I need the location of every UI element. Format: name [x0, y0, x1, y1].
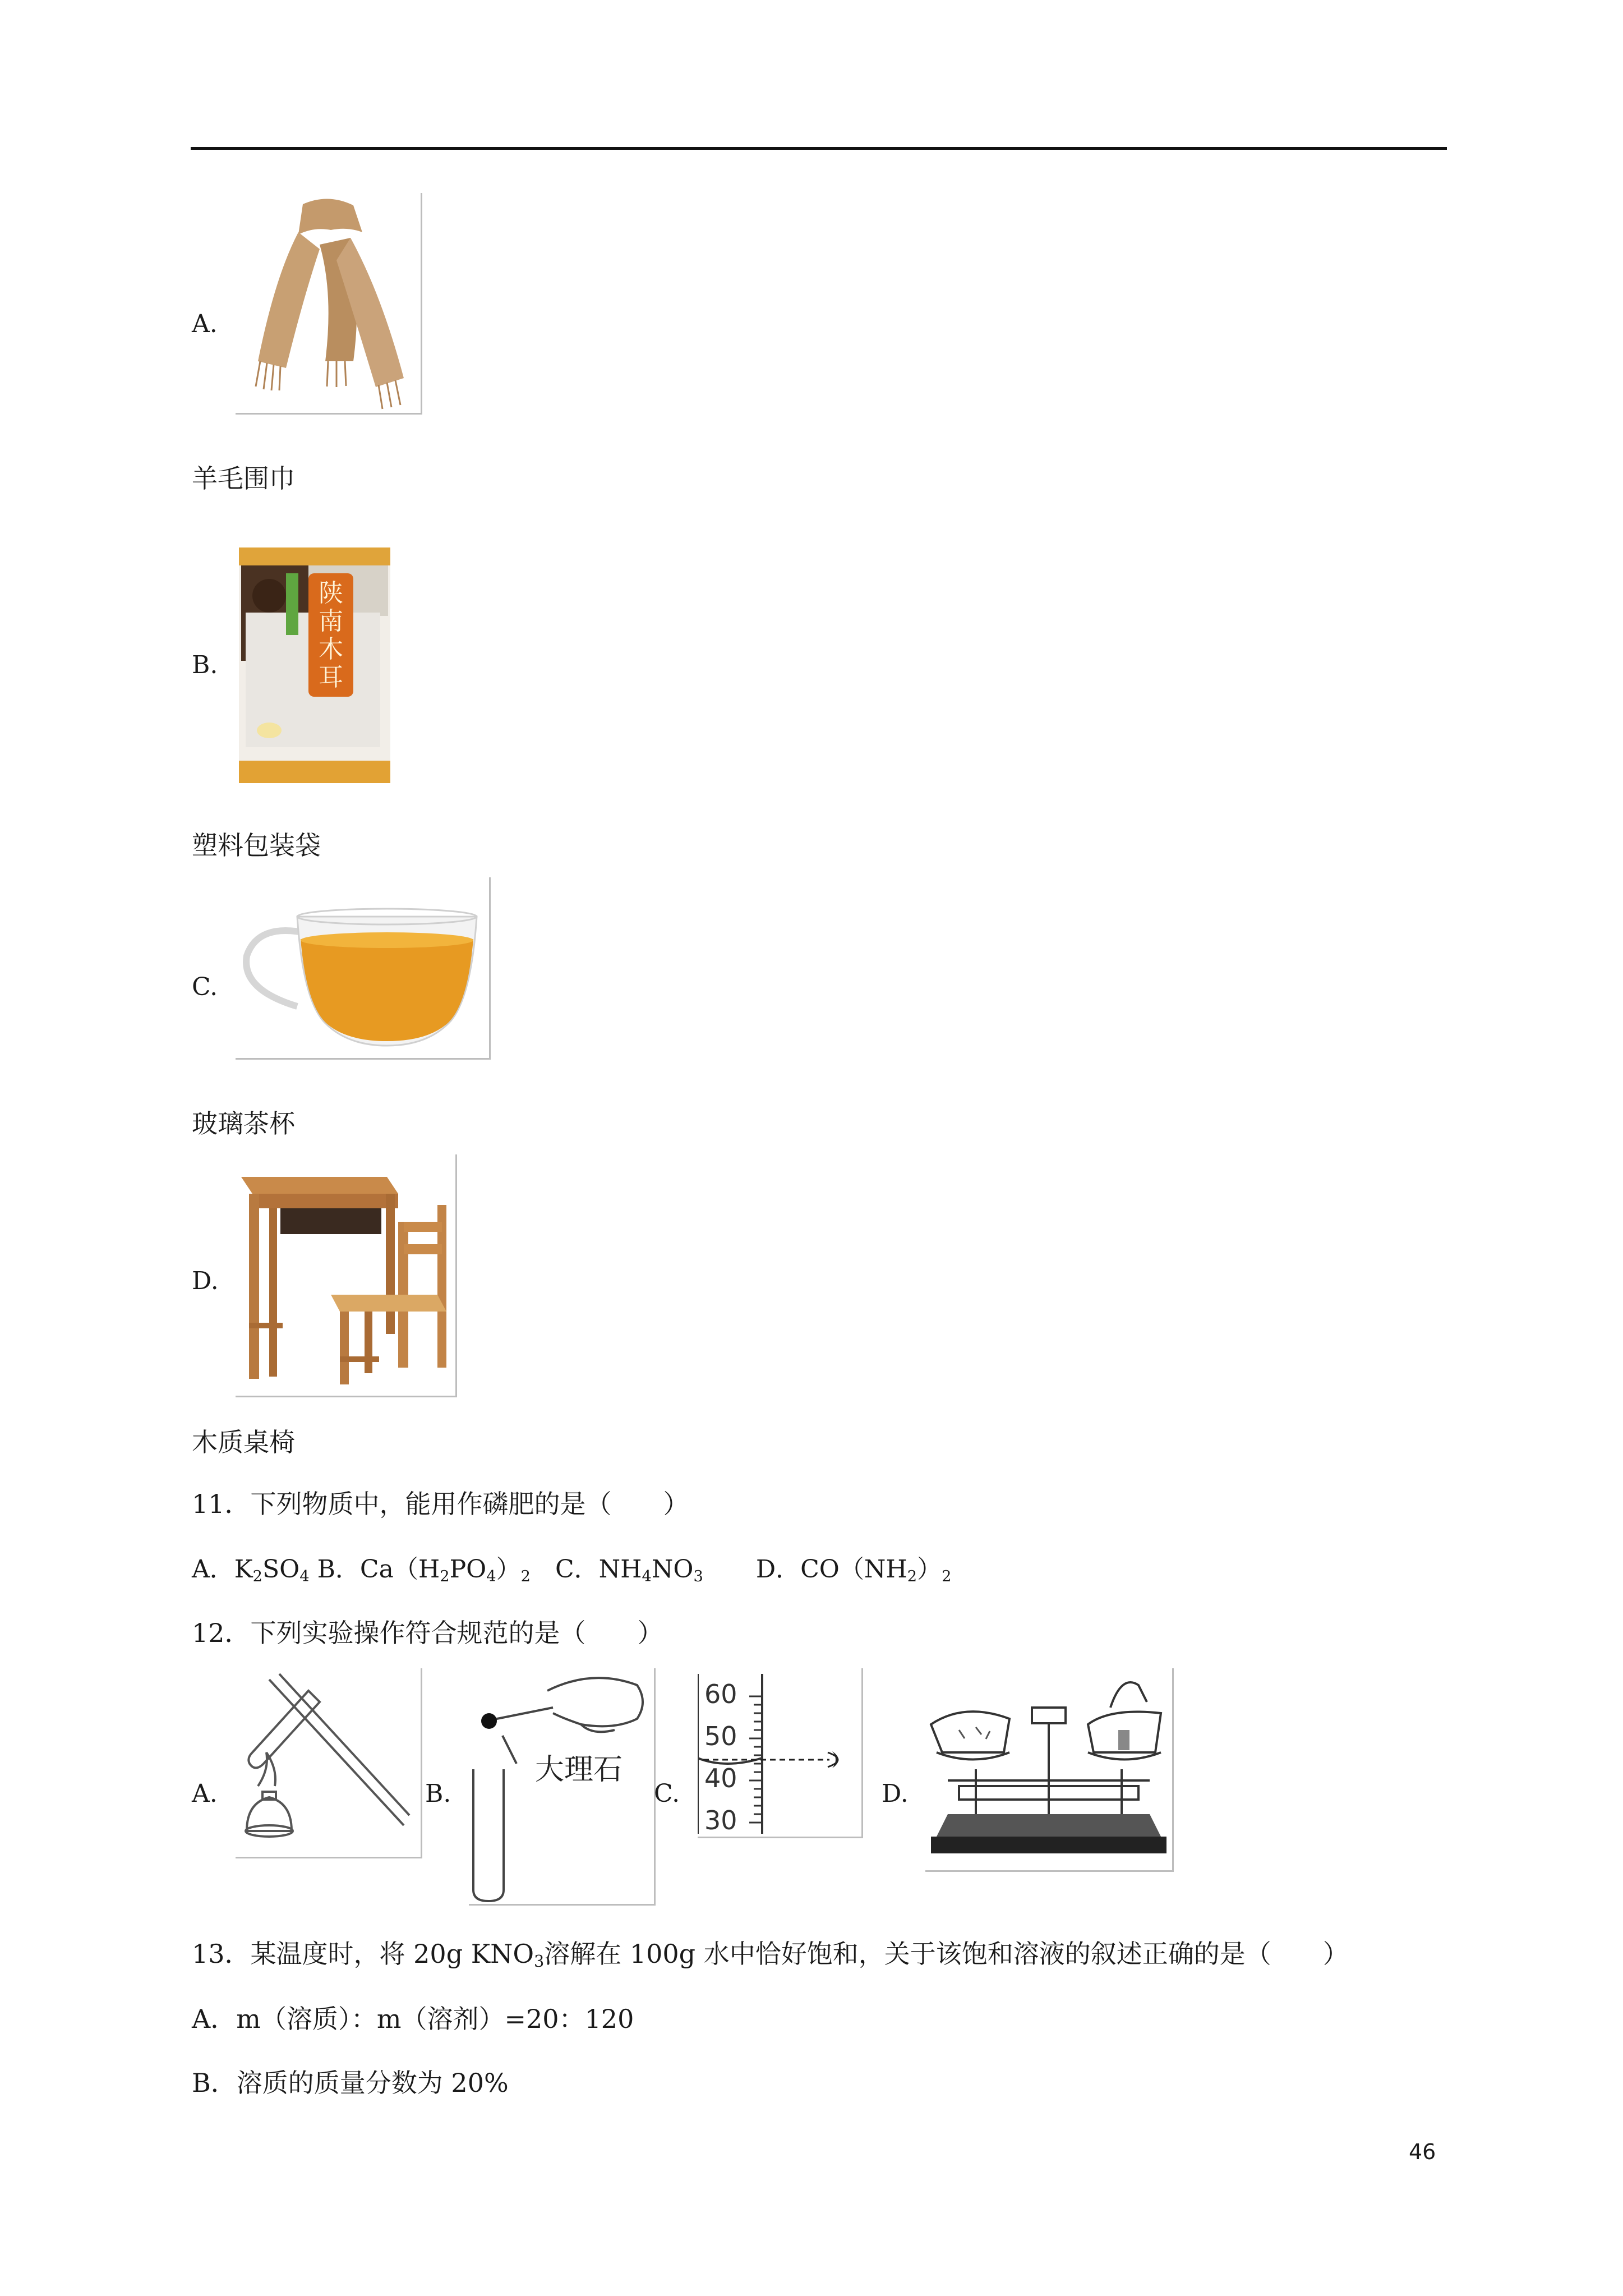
- question-13-option-b: B．溶质的质量分数为 20%: [192, 2068, 509, 2098]
- question-13-stem: 13．某温度时，将 20g $KNO_3$溶解在 100g 水中恰好饱和，关于该饱和溶液的叙述正确的是（ ）: [192, 1939, 1349, 1971]
- svg-text:耳: 耳: [319, 663, 343, 692]
- question-12-stem: 12．下列实验操作符合规范的是（ ）: [192, 1618, 663, 1648]
- tick-label: 60: [704, 1679, 737, 1709]
- option-b-caption: 塑料包装袋: [192, 830, 321, 861]
- q12-option-b-letter: B.: [425, 1779, 451, 1808]
- option-a-letter: A.: [192, 310, 218, 338]
- question-13-option-a: A．m（溶质）：m（溶剂）=20：120: [192, 2004, 634, 2034]
- option-d-caption: 木质桌椅: [192, 1427, 295, 1457]
- tick-label: 40: [704, 1763, 737, 1793]
- q11-option-d: D．$CO(NH_2)_2$: [755, 1555, 952, 1585]
- option-a-caption: 羊毛围巾: [192, 463, 295, 494]
- marble-into-test-tube-diagram: [469, 1668, 656, 1906]
- q11-option-a: A．$K_2SO_4$: [192, 1555, 310, 1585]
- q12-option-a-letter: A.: [192, 1779, 218, 1808]
- question-11-stem: 11．下列物质中，能用作磷肥的是（ ）: [192, 1489, 689, 1519]
- test-tube-heating-diagram: [236, 1668, 422, 1858]
- bag-text: 陕: [319, 579, 343, 608]
- tick-label: 30: [704, 1805, 737, 1835]
- question-11-options: [192, 1557, 951, 1584]
- tick-label: 50: [704, 1721, 737, 1751]
- svg-text:木: 木: [319, 635, 343, 664]
- q12-option-d-letter: D.: [882, 1779, 909, 1808]
- q11-option-c: C．$NH_4NO_3$: [555, 1555, 703, 1585]
- wooden-desk-chair-photo: [236, 1154, 457, 1397]
- option-c-letter: C.: [192, 973, 218, 1001]
- graduated-cylinder-reading-diagram: [698, 1668, 863, 1838]
- plastic-bag-photo: [236, 545, 394, 786]
- label-marble: 大理石: [535, 1753, 623, 1787]
- option-d-letter: D.: [192, 1267, 219, 1295]
- header-rule: [191, 147, 1447, 150]
- q11-option-b: B．$Ca(H_2PO_4)_2$: [317, 1555, 531, 1585]
- q12-option-c-letter: C.: [654, 1779, 680, 1808]
- option-c-caption: 玻璃茶杯: [192, 1108, 295, 1139]
- balance-weighing-diagram: [925, 1668, 1174, 1872]
- page-number: 46: [1409, 2139, 1436, 2164]
- glass-tea-cup-photo: [236, 877, 491, 1060]
- wool-scarf-photo: [236, 193, 422, 415]
- svg-text:南: 南: [319, 607, 343, 636]
- option-b-letter: B.: [192, 651, 218, 679]
